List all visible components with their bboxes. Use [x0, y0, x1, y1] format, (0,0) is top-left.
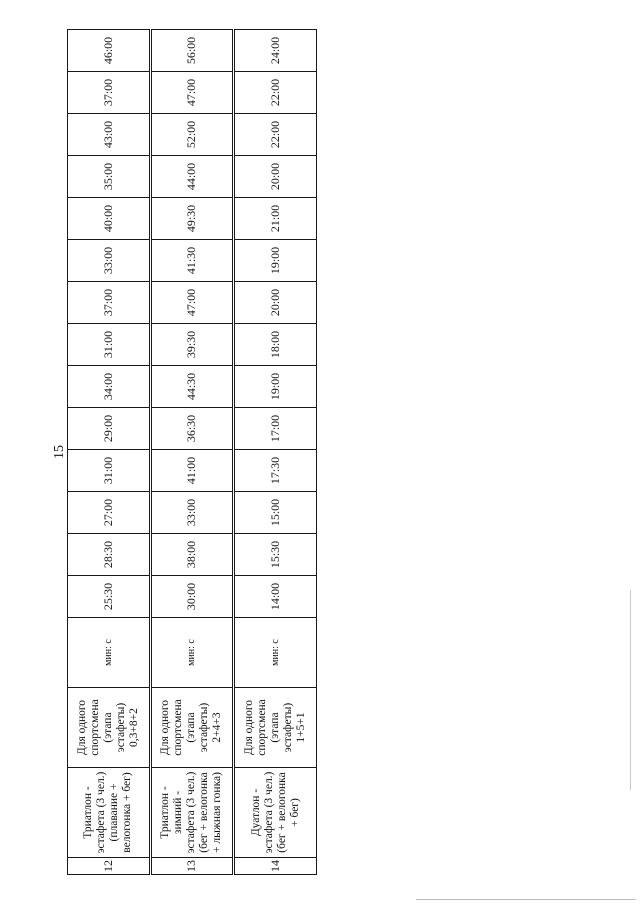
time-cell: 46:00 — [68, 30, 151, 72]
table-row — [234, 30, 317, 875]
time-cell: 47:00 — [150, 72, 234, 114]
category-cell: Для одного спортсмена (этапа эстафеты) 0,3+8+2 — [68, 688, 151, 768]
rotated-table-container — [67, 30, 317, 875]
event-name: Триатлон - эстафета (3 чел.) (плавание + велогонка + бег) — [68, 768, 151, 858]
time-cell: 30:00 — [150, 576, 234, 618]
event-name: Дуатлон - эстафета (3 чел.) (бег + велогонка + бег) — [234, 768, 317, 858]
time-cell: 44:30 — [150, 366, 234, 408]
table-row — [68, 30, 151, 875]
time-cell: 25:30 — [68, 576, 151, 618]
time-cell: 15:30 — [234, 534, 317, 576]
time-cell: 43:00 — [68, 114, 151, 156]
time-cell: 47:00 — [150, 282, 234, 324]
scan-edge-line — [416, 899, 636, 900]
unit-cell: мин: с — [150, 618, 234, 688]
row-number: 13 — [150, 858, 234, 875]
time-cell: 21:00 — [234, 198, 317, 240]
time-cell: 41:30 — [150, 240, 234, 282]
time-cell: 17:30 — [234, 450, 317, 492]
time-cell: 20:00 — [234, 156, 317, 198]
standards-table — [67, 29, 317, 875]
time-cell: 35:00 — [68, 156, 151, 198]
time-cell: 33:00 — [68, 240, 151, 282]
row-number: 12 — [68, 858, 151, 875]
time-cell: 19:00 — [234, 366, 317, 408]
row-number: 14 — [234, 858, 317, 875]
time-cell: 20:00 — [234, 282, 317, 324]
time-cell: 56:00 — [150, 30, 234, 72]
event-name: Триатлон - зимний - эстафета (3 чел.) (бег + велогонка + лыжная гонка) — [150, 768, 234, 858]
time-cell: 22:00 — [234, 72, 317, 114]
time-cell: 29:00 — [68, 408, 151, 450]
time-cell: 39:30 — [150, 324, 234, 366]
time-cell: 28:30 — [68, 534, 151, 576]
time-cell: 38:00 — [150, 534, 234, 576]
time-cell: 18:00 — [234, 324, 317, 366]
time-cell: 37:00 — [68, 72, 151, 114]
table-row — [150, 30, 234, 875]
time-cell: 40:00 — [68, 198, 151, 240]
time-cell: 33:00 — [150, 492, 234, 534]
time-cell: 37:00 — [68, 282, 151, 324]
time-cell: 19:00 — [234, 240, 317, 282]
category-cell: Для одного спортсмена (этапа эстафеты) 2+4+3 — [150, 688, 234, 768]
time-cell: 17:00 — [234, 408, 317, 450]
category-cell: Для одного спортсмена (этапа эстафеты) 1+5+1 — [234, 688, 317, 768]
page-number: 15 — [52, 445, 67, 459]
scan-edge-line — [630, 590, 631, 790]
time-cell: 49:30 — [150, 198, 234, 240]
time-cell: 15:00 — [234, 492, 317, 534]
time-cell: 14:00 — [234, 576, 317, 618]
time-cell: 41:00 — [150, 450, 234, 492]
time-cell: 52:00 — [150, 114, 234, 156]
unit-cell: мин: с — [68, 618, 151, 688]
time-cell: 24:00 — [234, 30, 317, 72]
time-cell: 22:00 — [234, 114, 317, 156]
time-cell: 36:30 — [150, 408, 234, 450]
time-cell: 27:00 — [68, 492, 151, 534]
unit-cell: мин: с — [234, 618, 317, 688]
time-cell: 31:00 — [68, 324, 151, 366]
time-cell: 34:00 — [68, 366, 151, 408]
time-cell: 44:00 — [150, 156, 234, 198]
time-cell: 31:00 — [68, 450, 151, 492]
